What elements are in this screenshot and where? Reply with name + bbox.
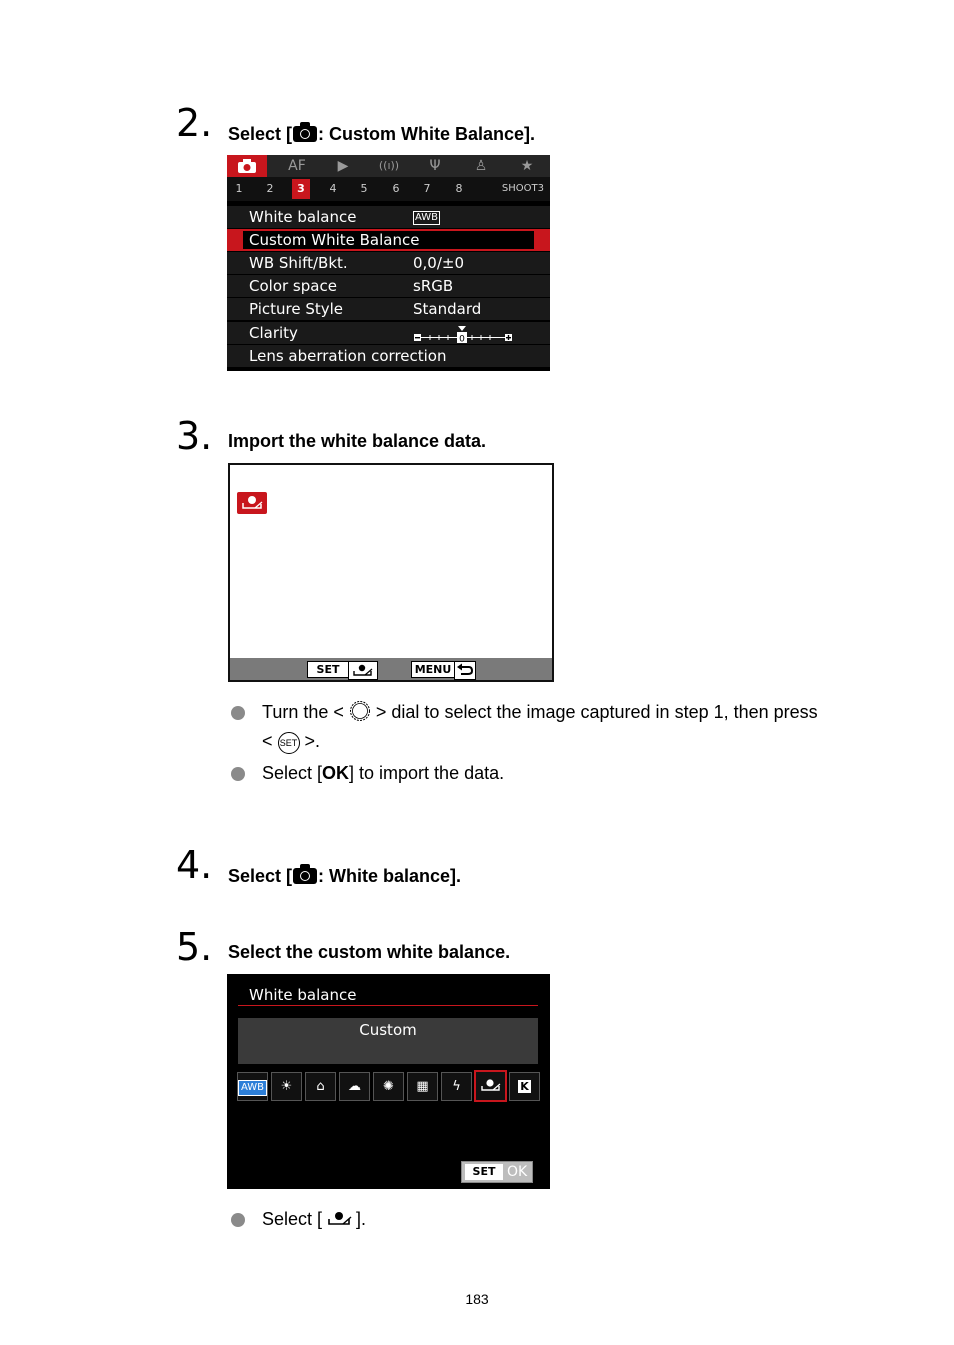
wb-flash-icon[interactable]: ϟ (441, 1072, 472, 1101)
selected-wb-name-panel (238, 1018, 538, 1064)
wb-custom-icon[interactable] (474, 1070, 507, 1102)
menu-row-wb-shift[interactable]: WB Shift/Bkt. 0,0/±0 (227, 251, 550, 274)
set-button-icon: SET (278, 732, 300, 754)
bullet-icon (231, 767, 245, 781)
wb-tungsten-icon[interactable]: ✺ (373, 1072, 404, 1101)
tab-setup[interactable]: Ψ (429, 158, 441, 174)
subtab-1[interactable]: 1 (235, 182, 243, 195)
step-3-title: Import the white balance data. (228, 431, 487, 451)
wb-cloudy-icon[interactable]: ☁ (339, 1072, 370, 1101)
tab-playback[interactable]: ▶ (337, 158, 349, 174)
menu-button-label[interactable]: MENU (411, 661, 455, 678)
menu-tab-bar (227, 155, 550, 177)
import-wb-screen (228, 463, 554, 682)
tab-mymenu[interactable]: ★ (520, 158, 534, 174)
subtab-3[interactable]: 3 (292, 179, 310, 199)
subtab-8[interactable]: 8 (455, 182, 463, 195)
tab-af[interactable]: AF (288, 158, 306, 174)
camera-icon (293, 126, 317, 142)
menu-row-picture-style[interactable]: Picture Style Standard (227, 297, 550, 320)
step-number-2: 2. (176, 101, 213, 145)
white-balance-screen (227, 974, 550, 1189)
menu-row-custom-white-balance[interactable]: Custom White Balance (227, 228, 550, 251)
subtab-6[interactable]: 6 (392, 182, 400, 195)
bullet-select-custom: Select [ ]. (262, 1209, 367, 1229)
step-number-5: 5. (176, 925, 213, 969)
bullet-turn-dial: Turn the < > dial to select the image captured in step 1, then press < SET >. (262, 698, 902, 756)
menu-row-white-balance[interactable]: White balance AWB (227, 205, 550, 228)
quick-control-dial-icon (349, 700, 371, 722)
selected-wb-name: Custom (359, 1021, 417, 1039)
custom-wb-icon (322, 1209, 356, 1229)
bullet-icon (231, 1213, 245, 1227)
bullet-select-ok: Select [OK] to import the data. (262, 763, 505, 783)
set-ok-button[interactable] (461, 1161, 533, 1183)
ok-label: OK (507, 1164, 528, 1180)
camera-menu-screen (227, 155, 550, 371)
camera-icon (237, 158, 257, 174)
return-icon[interactable] (454, 661, 476, 680)
custom-wb-icon (237, 492, 267, 514)
tab-custom[interactable]: ♙ (474, 158, 488, 174)
wb-screen-title: White balance (249, 986, 357, 1004)
step-number-4: 4. (176, 843, 213, 887)
subtab-7[interactable]: 7 (423, 182, 431, 195)
menu-row-lens-aberration[interactable]: Lens aberration correction (227, 344, 550, 367)
title-divider (238, 1005, 538, 1006)
import-bottom-bar (230, 658, 552, 680)
step-4-title: Select [ : White balance]. (228, 866, 462, 886)
clarity-scale-icon (413, 324, 513, 344)
custom-wb-icon (348, 661, 378, 680)
menu-row-color-space[interactable]: Color space sRGB (227, 274, 550, 297)
tab-wireless[interactable]: ((ı)) (378, 159, 400, 172)
bullet-icon (231, 706, 245, 720)
subtab-5[interactable]: 5 (360, 182, 368, 195)
wb-daylight-icon[interactable]: ☀ (271, 1072, 302, 1101)
clarity-zero-label: 0 (459, 334, 465, 344)
wb-shade-icon[interactable]: ⌂ (305, 1072, 336, 1101)
subtab-4[interactable]: 4 (329, 182, 337, 195)
awb-icon: AWB (415, 212, 439, 223)
set-button-label: SET (465, 1164, 503, 1180)
shoot-page-label: SHOOT3 (501, 183, 544, 194)
wb-auto-icon[interactable]: AWB (237, 1072, 268, 1101)
set-button-label[interactable]: SET (307, 661, 349, 678)
camera-icon (293, 868, 317, 884)
wb-kelvin-icon[interactable]: K (509, 1072, 540, 1101)
step-2-title: Select [ : Custom White Balance]. (228, 124, 536, 144)
subtab-2[interactable]: 2 (266, 182, 274, 195)
menu-row-clarity[interactable]: Clarity 0 (227, 321, 550, 344)
menu-subtab-bar (227, 177, 550, 201)
step-number-3: 3. (176, 414, 213, 458)
wb-fluorescent-icon[interactable]: ▦ (407, 1072, 438, 1101)
step-5-title: Select the custom white balance. (228, 942, 511, 962)
tab-shooting[interactable] (227, 155, 267, 177)
page-number: 183 (465, 1291, 489, 1307)
